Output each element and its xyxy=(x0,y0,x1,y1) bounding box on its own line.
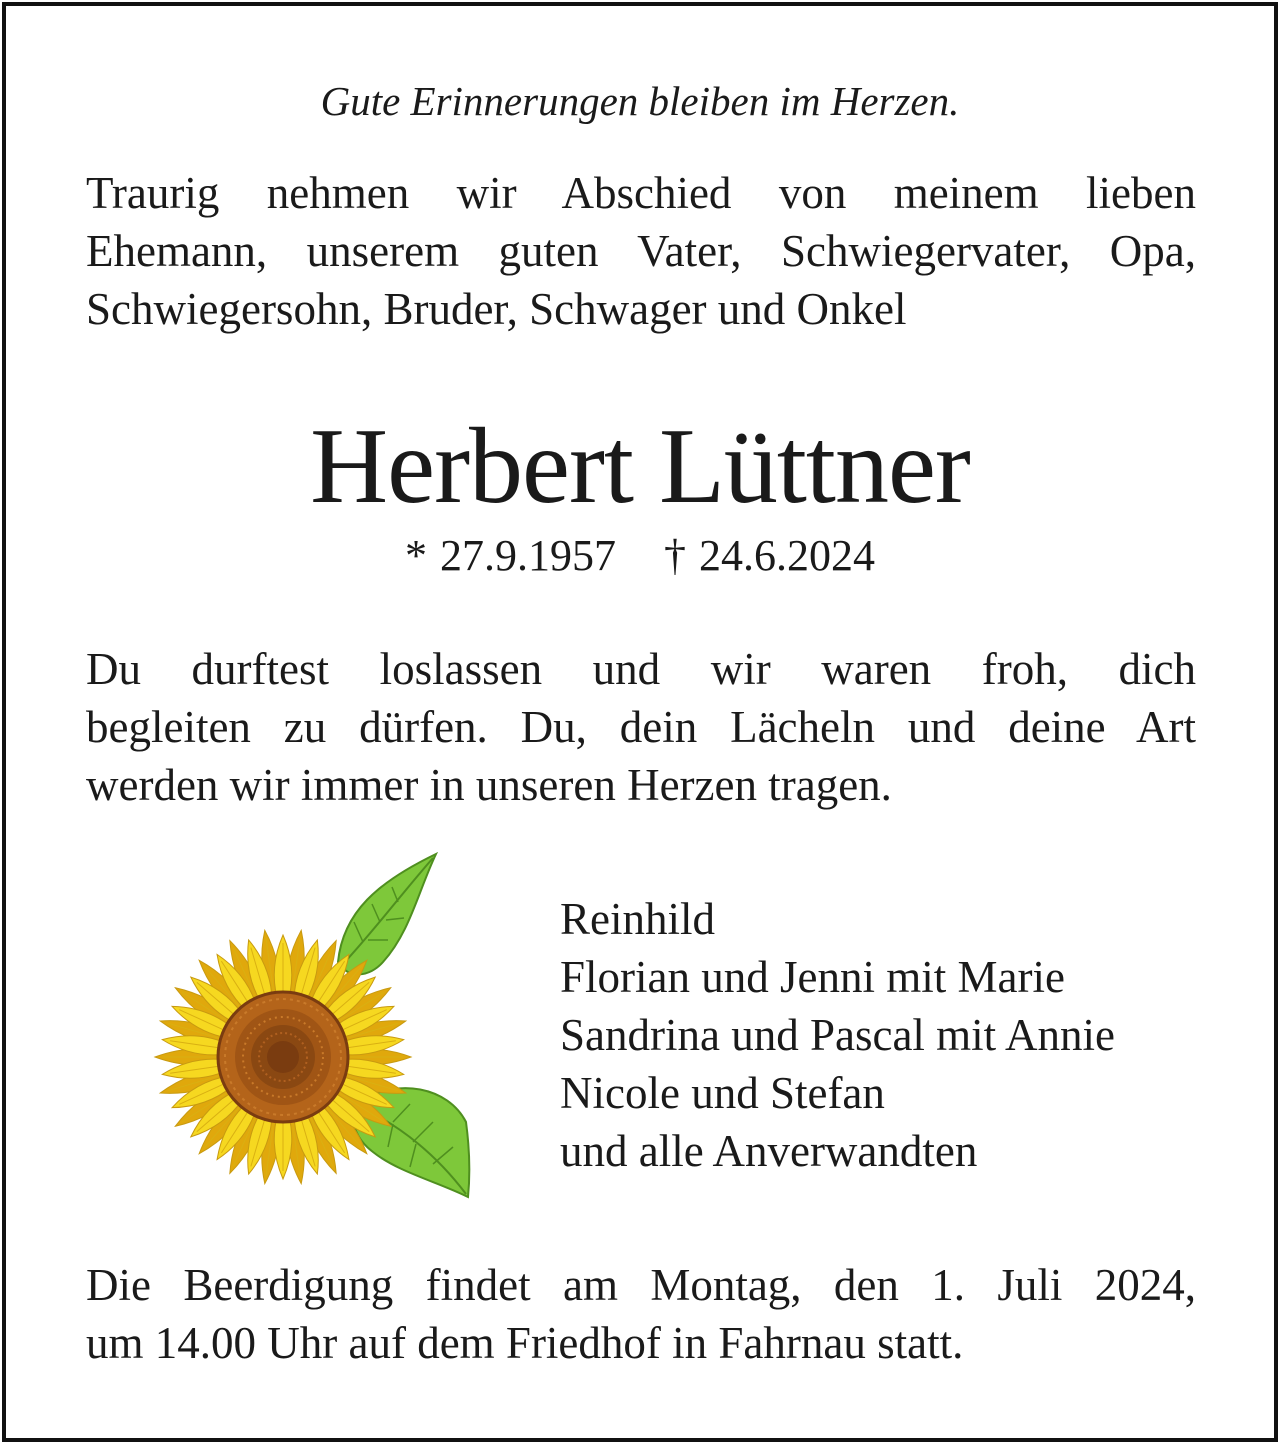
funeral-info xyxy=(86,1256,1196,1372)
life-dates xyxy=(0,528,1280,584)
mourners-list xyxy=(560,890,1115,1180)
funeral-line: um 14.00 Uhr auf dem Friedhof in Fahrnau statt. xyxy=(86,1318,964,1368)
mourner-line: und alle Anverwandten xyxy=(560,1126,978,1176)
mourner-line: Reinhild xyxy=(560,894,715,944)
leaf-top xyxy=(338,854,436,974)
intro-text xyxy=(86,164,1196,338)
poem-line: begleiten zu dürfen. Du, dein Lächeln und deine Art xyxy=(86,702,1196,752)
intro-line: Schwiegersohn, Bruder, Schwager und Onkel xyxy=(86,284,907,334)
funeral-line: Die Beerdigung findet am Montag, den 1. Juli 2024, xyxy=(86,1260,1196,1310)
intro-line: Traurig nehmen wir Abschied von meinem lieben xyxy=(86,168,1196,218)
sunflower-illustration xyxy=(148,852,473,1202)
death-date: † 24.6.2024 xyxy=(664,531,875,580)
mourner-line: Florian und Jenni mit Marie xyxy=(560,952,1065,1002)
poem-line: werden wir immer in unseren Herzen tragen. xyxy=(86,760,892,810)
birth-date: * 27.9.1957 xyxy=(405,531,616,580)
poem-text xyxy=(86,640,1196,814)
mourner-line: Nicole und Stefan xyxy=(560,1068,885,1118)
sunflower-center xyxy=(218,992,348,1122)
motto: Gute Erinnerungen bleiben im Herzen. xyxy=(320,78,960,124)
deceased-name: Herbert Lüttner xyxy=(310,407,970,526)
poem-line: Du durftest loslassen und wir waren froh, dich xyxy=(86,644,1196,694)
intro-line: Ehemann, unserem guten Vater, Schwiegervater, Opa, xyxy=(86,226,1196,276)
mourner-line: Sandrina und Pascal mit Annie xyxy=(560,1010,1115,1060)
